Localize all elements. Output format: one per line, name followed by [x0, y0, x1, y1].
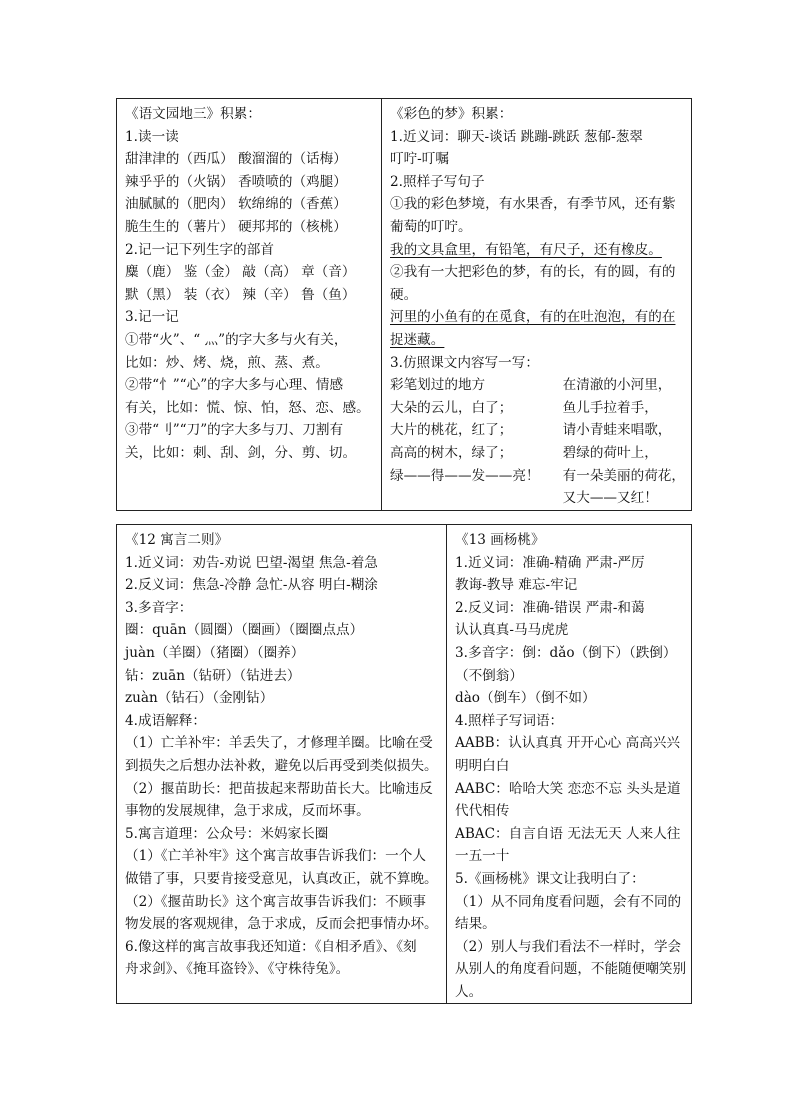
example-sentence: 我的文具盒里，有铅笔，有尺子，还有橡皮。: [390, 241, 662, 258]
poem-column-left: [390, 374, 563, 510]
colorful-dream-cell: [382, 99, 692, 511]
poem-line: 绿——得——发——亮！: [390, 467, 540, 484]
text-line: （1）亡羊补牢：羊丢失了，才修理羊圈。比喻在受: [125, 735, 433, 752]
section-heading: 4.照样子写词语：: [455, 712, 564, 729]
text-line: 甜津津的（西瓜） 酸溜溜的（话梅）: [125, 151, 347, 168]
section-heading: 5.寓言道理：公众号：米妈家长圈: [125, 825, 329, 842]
example-sentence: 河里的小鱼有的在觅食，有的在吐泡泡，有的在: [390, 309, 676, 326]
text-line: 6.像这样的寓言故事我还知道：《自相矛盾》、《刻: [125, 938, 417, 955]
text-line: 事物的发展规律，急于求成，反而坏事。: [125, 803, 370, 820]
fables-two-cell: [117, 525, 447, 1004]
section-heading: 2.照样子写句子: [390, 173, 485, 190]
text-line: ②带“忄”“心”的字大多与心理、情感: [125, 377, 344, 394]
text-line: （2）别人与我们看法不一样时，学会: [455, 938, 682, 955]
cell-title: 《彩色的梦》积累：: [390, 106, 513, 122]
text-line: 脆生生的（薯片） 硬邦邦的（核桃）: [125, 218, 347, 235]
text-line: 有关，比如：慌、惊、怕，怒、恋、感。: [125, 399, 370, 416]
draw-starfruit-cell: [447, 525, 692, 1004]
poem-line: 大朵的云儿，白了；: [390, 399, 513, 416]
text-line: ①带“火”、“ 灬”的字大多与火有关，: [125, 331, 348, 348]
text-line: 结果。: [455, 916, 496, 933]
text-line: （不倒翁）: [455, 667, 523, 684]
text-line: 3.多音字：倒：dǎo（倒下）（跌倒）: [455, 644, 677, 661]
text-line: AABC：哈哈大笑 恋恋不忘 头头是道: [455, 780, 681, 797]
text-line: ABAC：自言自语 无法无天 人来人往: [455, 825, 681, 842]
text-line: 麋（鹿） 鉴（金） 敲（高） 章（音）: [125, 264, 356, 281]
poem-line: 高高的树木，绿了；: [390, 444, 513, 461]
section-heading: 3.仿照课文内容写一写：: [390, 354, 539, 371]
text-line: 代代相传: [455, 803, 510, 820]
text-line: ①我的彩色梦境，有水果香，有季节风，还有紫: [390, 196, 676, 213]
text-line: 比如：炒、烤、烧，煎、蒸、煮。: [125, 354, 329, 371]
poem-column-right: [563, 374, 685, 510]
poem-line: 鱼儿手拉着手，: [562, 399, 658, 416]
text-line: 油腻腻的（肥肉） 软绵绵的（香蕉）: [125, 196, 347, 213]
accumulation-table-unit4: [116, 524, 692, 1004]
cell-title: 《12 寓言二则》: [125, 532, 229, 548]
text-line: 舟求剑》、《掩耳盗铃》、《守株待兔》。: [125, 961, 350, 978]
text-line: 默（黑） 装（衣） 辣（辛） 鲁（鱼）: [125, 286, 356, 303]
poem-line: 碧绿的荷叶上，: [562, 444, 658, 461]
cell-title: 《13 画杨桃》: [455, 532, 545, 548]
text-line: 硬。: [390, 286, 418, 303]
section-heading: 4.成语解释：: [125, 712, 206, 729]
text-line: zuàn（钻石）（金刚钻）: [125, 690, 274, 707]
text-line: （2）《揠苗助长》这个寓言故事告诉我们：不顾事: [125, 893, 426, 910]
text-line: 1.近义词：劝告-劝说 巴望-渴望 焦急-着急: [125, 554, 378, 571]
accumulation-table-unit3: [116, 98, 692, 511]
section-heading: 5.《画杨桃》课文让我明白了：: [455, 870, 645, 887]
text-line: 圈：quān（圆圈）（圈画）（圈圈点点）: [125, 622, 364, 639]
yuwen-yuandi-3-cell: [117, 99, 382, 511]
text-line: 人。: [455, 983, 483, 1000]
text-line: 教诲-教导 难忘-牢记: [455, 577, 578, 594]
text-line: （1）从不同角度看问题，会有不同的: [455, 893, 682, 910]
poem-line: 彩笔划过的地方: [390, 377, 486, 394]
section-heading: 2.记一记下列生字的部首: [125, 241, 274, 258]
text-line: 一五一十: [455, 848, 510, 865]
text-line: 1.近义词：准确-精确 严肃-严厉: [455, 554, 645, 571]
text-line: 2.反义词：准确-错误 严肃-和蔼: [455, 599, 645, 616]
text-line: 做错了事，只要肯接受意见，认真改正，就不算晚。: [125, 870, 438, 887]
text-line: dào（倒车）（倒不如）: [455, 690, 596, 707]
text-line: 认认真真-马马虎虎: [455, 622, 569, 639]
cell-title: 《语文园地三》积累：: [125, 106, 261, 122]
section-heading: 3.多音字：: [125, 599, 193, 616]
poem-line: 在清澈的小河里，: [562, 377, 672, 394]
text-line: 到损失之后想办法补救，避免以后再受到类似损失。: [125, 757, 438, 774]
text-line: 2.反义词：焦急-冷静 急忙-从容 明白-糊涂: [125, 577, 378, 594]
section-heading: 1.读一读: [125, 128, 179, 145]
text-line: 辣乎乎的（火锅） 香喷喷的（鸡腿）: [125, 173, 347, 190]
text-line: 从别人的角度看问题，不能随便嘲笑别: [455, 961, 687, 978]
text-line: 1.近义词：聊天-谈话 跳蹦-跳跃 葱郁-葱翠: [390, 128, 643, 145]
text-line: ②我有一大把彩色的梦，有的长，有的圆，有的: [390, 264, 676, 281]
text-line: 关，比如：刺、刮、剑，分、剪、切。: [125, 444, 357, 461]
poem-line: 有一朵美丽的荷花，: [562, 467, 685, 484]
example-sentence: 捉迷藏。: [390, 331, 445, 348]
section-heading: 3.记一记: [125, 309, 179, 326]
text-line: 叮咛-叮嘱: [390, 151, 449, 168]
poem-line: 请小青蛙来唱歌，: [562, 422, 672, 439]
text-line: AABB：认认真真 开开心心 高高兴兴: [455, 735, 680, 752]
text-line: 葡萄的叮咛。: [390, 218, 472, 235]
poem-block: [390, 374, 685, 510]
poem-line: 又大——又红！: [562, 490, 658, 507]
text-line: 明明白白: [455, 757, 510, 774]
poem-line: 大片的桃花，红了；: [390, 422, 513, 439]
text-line: 钻：zuān（钻研）（钻进去）: [125, 667, 301, 684]
text-line: （2）揠苗助长：把苗拔起来帮助苗长大。比喻违反: [125, 780, 433, 797]
text-line: ③带“刂”“刀”的字大多与刀、刀割有: [125, 422, 344, 439]
text-line: juàn（羊圈）（猪圈）（圈养）: [125, 644, 305, 661]
text-line: 物发展的客观规律，急于求成，反而会把事情办坏。: [125, 916, 438, 933]
text-line: （1）《亡羊补牢》这个寓言故事告诉我们：一个人: [125, 848, 426, 865]
